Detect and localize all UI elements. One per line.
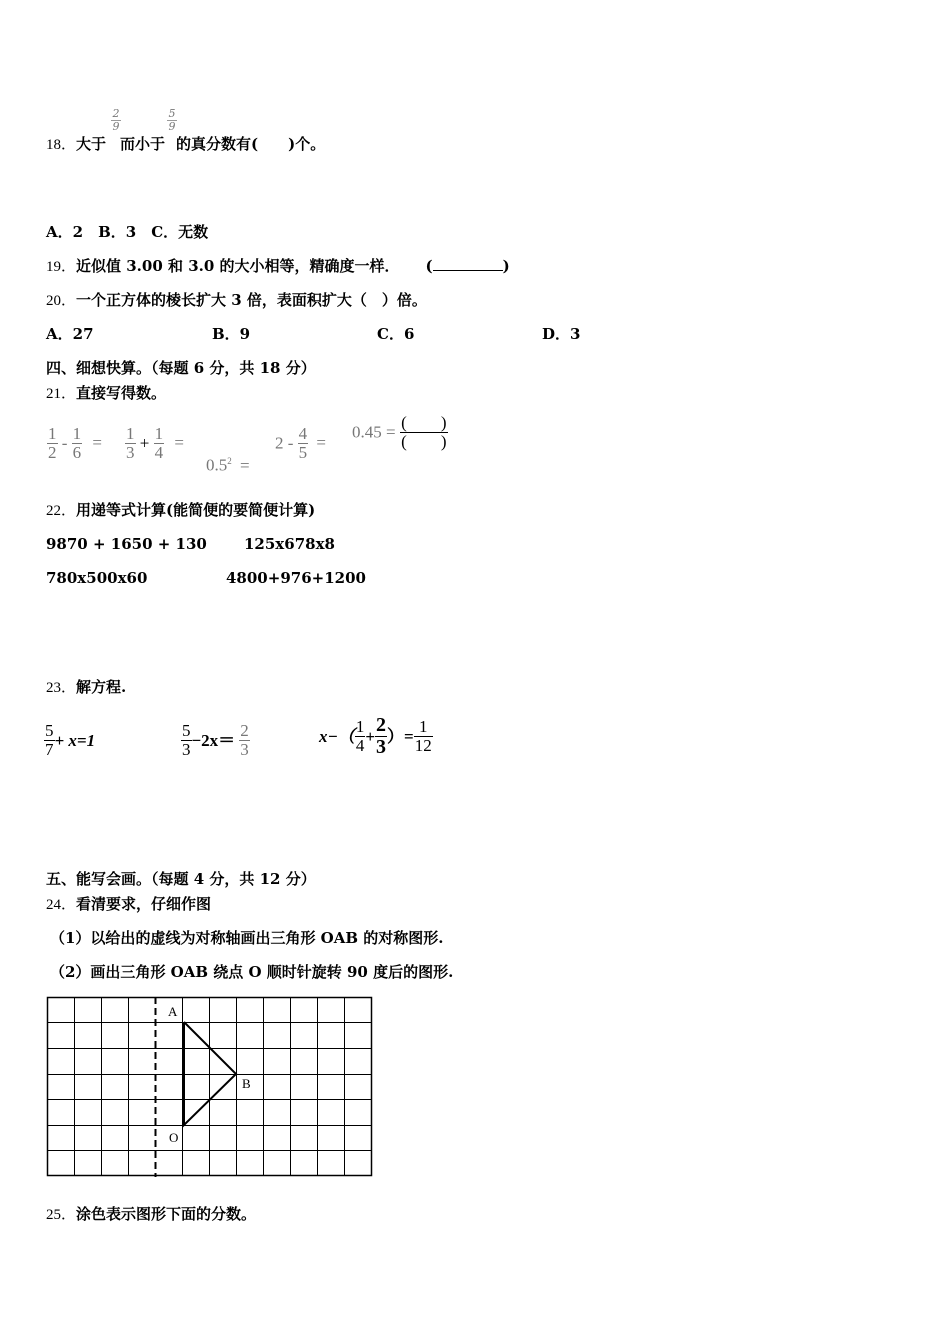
question-number: 22． [46, 503, 77, 519]
fraction-denominator: 3 [376, 736, 386, 758]
q18-fraction-b [167, 108, 177, 133]
q20-option-c: C．6 [377, 325, 415, 343]
question-22 [46, 501, 315, 520]
equals: = [174, 433, 184, 453]
q21-expression-2 [125, 425, 184, 462]
fraction-numerator: 2 [240, 721, 249, 740]
operator: + [139, 433, 150, 453]
q23-equation-2 [181, 722, 250, 759]
equation-suffix: ）= [387, 727, 414, 746]
fraction-denominator: 3 [182, 739, 191, 759]
q25-text: 涂色表示图形下面的分数。 [76, 1205, 257, 1223]
question-18 [46, 135, 106, 154]
q22-calc-2: 125x678x8 [244, 535, 335, 553]
q22-calc-4: 4800+976+1200 [226, 569, 366, 587]
q19-paren-open: ( [425, 257, 433, 275]
question-19 [46, 257, 510, 276]
q20-option-a: A．27 [46, 325, 94, 343]
fraction-denominator: 3 [240, 739, 249, 759]
question-number: 25． [46, 1207, 77, 1223]
q20-text: 一个正方体的棱长扩大 3 倍，表面积扩大（ ）倍。 [76, 291, 427, 309]
q22-calc-1: 9870 + 1650 + 130 [46, 535, 207, 553]
fraction-numerator: 1 [355, 717, 365, 737]
q21-expression-1 [47, 425, 102, 462]
q23-equation-3 [319, 715, 433, 758]
fraction-numerator-blank[interactable]: ( ) [401, 413, 447, 432]
q22-text: 用递等式计算(能简便的要简便计算) [76, 501, 316, 519]
equation-rest: + x=1 [54, 730, 96, 750]
label-a: A [168, 1004, 178, 1019]
q24-subtask-1: （1）以给出的虚线为对称轴画出三角形 OAB 的对称图形. [50, 929, 444, 947]
question-number: 21． [46, 386, 77, 402]
decimal-value: 0.45 = [352, 422, 396, 442]
question-number: 24． [46, 897, 77, 913]
fraction-denominator: 7 [45, 739, 54, 759]
q22-calc-3: 780x500x60 [46, 569, 148, 587]
question-24 [46, 895, 211, 914]
fraction-denominator-blank[interactable]: ( ) [401, 431, 447, 451]
fraction-numerator: 5 [45, 721, 54, 740]
q21-text: 直接写得数。 [76, 384, 167, 402]
equation-prefix: x−（ [319, 727, 355, 746]
q20-option-d: D．3 [542, 325, 581, 343]
fraction-numerator: 4 [298, 424, 308, 443]
power-base: 0.5 [206, 455, 228, 475]
question-23 [46, 678, 126, 697]
grid-lines [48, 998, 372, 1176]
label-o: O [169, 1130, 179, 1145]
question-number: 20． [46, 293, 77, 309]
q18-text-3: 的真分数有( )个。 [176, 135, 326, 153]
grid-figure[interactable] [46, 996, 374, 1178]
fraction-numerator: 1 [414, 718, 433, 737]
q24-subtask-2: （2）画出三角形 OAB 绕点 O 顺时针旋转 90 度后的图形. [50, 963, 454, 981]
equals: = [92, 433, 103, 453]
q18-options: A．2 B．3 C．无数 [46, 223, 209, 241]
fraction-numerator: 5 [168, 107, 176, 120]
question-25 [46, 1205, 256, 1224]
operator: - [61, 433, 68, 453]
fraction-numerator: 1 [126, 424, 135, 443]
whole-number: 2 [275, 433, 284, 453]
q20-option-b: B．9 [212, 325, 251, 343]
operator: - [287, 433, 294, 453]
q19-answer-blank[interactable] [433, 258, 503, 271]
q21-expression-3 [206, 451, 250, 476]
fraction-numerator: 2 [112, 107, 120, 120]
fraction-denominator: 5 [298, 442, 308, 462]
power-exponent: 2 [227, 456, 232, 466]
equals: = [240, 455, 250, 475]
fraction-numerator: 1 [48, 424, 57, 443]
q18-text-2: 而小于 [120, 135, 166, 153]
q23-text: 解方程. [76, 678, 127, 696]
section-4-title: 四、细想快算。（每题 6 分，共 18 分） [46, 359, 316, 377]
q21-expression-4 [275, 425, 326, 462]
fraction-denominator: 2 [48, 442, 57, 462]
equals: = [316, 433, 327, 453]
question-20 [46, 291, 427, 310]
label-b: B [242, 1076, 251, 1091]
equation-middle: −2x＝ [191, 730, 236, 750]
section-5-title: 五、能写会画。（每题 4 分，共 12 分） [46, 870, 316, 888]
q19-paren-close: ) [502, 257, 510, 275]
question-number: 18． [46, 137, 77, 153]
fraction-denominator: 9 [112, 120, 120, 133]
question-number: 19． [46, 259, 77, 275]
fraction-denominator: 9 [168, 120, 176, 133]
question-number: 23． [46, 680, 77, 696]
q24-text: 看清要求，仔细作图 [76, 895, 212, 913]
fraction-denominator: 4 [355, 736, 365, 755]
question-21 [46, 384, 166, 403]
fraction-denominator: 12 [414, 736, 432, 755]
q23-equation-1 [44, 722, 95, 759]
fraction-numerator: 1 [72, 424, 82, 443]
fraction-numerator: 5 [182, 721, 191, 740]
fraction-numerator: 2 [376, 714, 386, 736]
fraction-denominator: 6 [72, 442, 82, 462]
fraction-numerator: 1 [154, 424, 164, 443]
fraction-denominator: 4 [154, 442, 164, 462]
operator: + [365, 727, 375, 746]
q18-text-1: 大于 [76, 135, 107, 153]
q18-fraction-a [111, 108, 121, 133]
q19-text: 近似值 3.00 和 3.0 的大小相等，精确度一样． [76, 257, 400, 275]
q21-expression-5 [352, 414, 448, 451]
fraction-denominator: 3 [126, 442, 135, 462]
